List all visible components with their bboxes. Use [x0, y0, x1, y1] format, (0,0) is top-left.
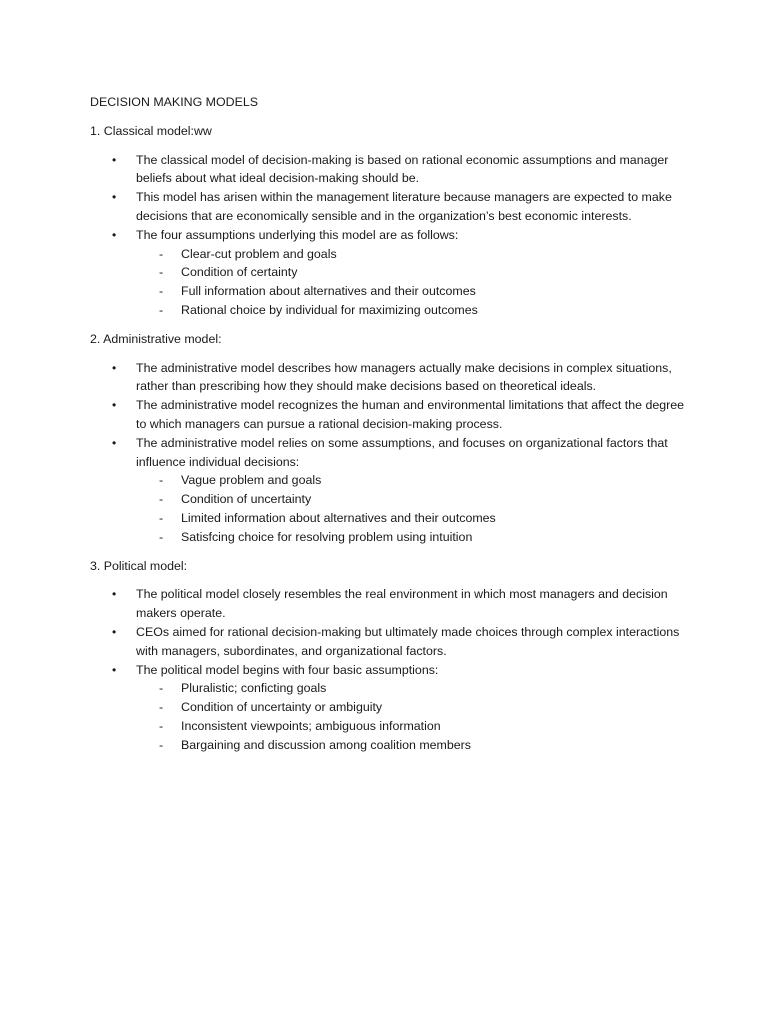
dash-icon: - — [159, 246, 164, 261]
sub-item-text: Limited information about alternatives and their outcomes — [181, 510, 496, 525]
section-bullets-administrative — [90, 359, 690, 547]
sub-item-text: Condition of uncertainty — [181, 492, 312, 507]
bullet-item — [90, 188, 690, 226]
bullet-item — [90, 396, 690, 434]
bullet-icon: • — [112, 152, 117, 167]
sub-item-text: Condition of certainty — [181, 265, 298, 280]
sub-item-text: Satisfcing choice for resolving problem using intuition — [181, 529, 473, 544]
bullet-text: The administrative model describes how managers actually make decisions in complex situations, rather than prescribing how they should make decisions based on theoretical ideals. — [136, 360, 672, 394]
bullet-item — [90, 434, 690, 547]
sub-item-text: Vague problem and goals — [181, 473, 322, 488]
dash-icon: - — [159, 473, 164, 488]
bullet-icon: • — [112, 227, 117, 242]
bullet-icon: • — [112, 587, 117, 602]
dash-icon: - — [159, 492, 164, 507]
sub-item — [136, 509, 690, 528]
sub-item-text: Bargaining and discussion among coalition members — [181, 737, 471, 752]
sub-item — [136, 698, 690, 717]
document-body — [90, 93, 690, 765]
sub-item — [136, 471, 690, 490]
bullet-icon: • — [112, 398, 117, 413]
bullet-text: The administrative model recognizes the human and environmental limitations that affect the degree to which managers can pursue a rational decision-making process. — [136, 398, 685, 431]
sub-list — [136, 679, 690, 754]
bullet-item — [90, 359, 690, 397]
dash-icon: - — [159, 700, 164, 715]
sub-item-text: Clear-cut problem and goals — [181, 246, 337, 261]
sub-item — [136, 490, 690, 509]
bullet-text: The political model begins with four basic assumptions: — [136, 662, 439, 677]
dash-icon: - — [159, 284, 164, 299]
section-bullets-classical — [90, 151, 690, 320]
bullet-icon: • — [112, 360, 117, 375]
bullet-icon: • — [112, 624, 117, 639]
sub-item — [136, 679, 690, 698]
sub-item-text: Full information about alternatives and their outcomes — [181, 284, 476, 299]
bullet-text: CEOs aimed for rational decision-making but ultimately made choices through complex interactions with managers, subordinates, and organizational factors. — [136, 624, 680, 658]
dash-icon: - — [159, 265, 164, 280]
sub-item-text: Condition of uncertainty or ambiguity — [181, 700, 383, 715]
bullet-item — [90, 226, 690, 320]
sub-list — [136, 471, 690, 546]
document-title: DECISION MAKING MODELS — [90, 95, 258, 109]
sub-item — [136, 301, 690, 320]
dash-icon: - — [159, 529, 164, 544]
bullet-text: This model has arisen within the management literature because managers are expected to make decisions that are economically sensible and in the organization’s best economic interests. — [136, 190, 672, 223]
bullet-item — [90, 661, 690, 755]
sub-item-text: Pluralistic; conficting goals — [181, 681, 327, 696]
sub-list — [136, 245, 690, 320]
bullet-text: The four assumptions underlying this model are as follows: — [136, 227, 459, 242]
dash-icon: - — [159, 510, 164, 525]
dash-icon: - — [159, 681, 164, 696]
bullet-text: The political model closely resembles the real environment in which most managers and decision makers operate. — [136, 587, 668, 621]
sub-item-text: Inconsistent viewpoints; ambiguous information — [181, 718, 441, 733]
sub-item — [136, 263, 690, 282]
bullet-text: The classical model of decision-making is based on rational economic assumptions and manager beliefs about what ideal decision-making should be. — [136, 152, 669, 186]
bullet-text: The administrative model relies on some assumptions, and focuses on organizational factors that influence individual decisions: — [136, 435, 668, 469]
section-heading-political: 3. Political model: — [90, 558, 188, 573]
dash-icon: - — [159, 718, 164, 733]
dash-icon: - — [159, 737, 164, 752]
section-heading-classical: 1. Classical model:ww — [90, 123, 212, 138]
bullet-icon: • — [112, 190, 117, 205]
sub-item — [136, 717, 690, 736]
section-heading-administrative: 2. Administrative model: — [90, 331, 222, 346]
bullet-item — [90, 585, 690, 623]
dash-icon: - — [159, 302, 164, 317]
bullet-item — [90, 151, 690, 189]
sub-item — [136, 245, 690, 264]
sub-item — [136, 528, 690, 547]
sub-item-text: Rational choice by individual for maximizing outcomes — [181, 302, 478, 317]
bullet-icon: • — [112, 662, 117, 677]
section-bullets-political — [90, 585, 690, 754]
bullet-item — [90, 623, 690, 661]
bullet-icon: • — [112, 435, 117, 450]
sub-item — [136, 736, 690, 755]
sub-item — [136, 282, 690, 301]
